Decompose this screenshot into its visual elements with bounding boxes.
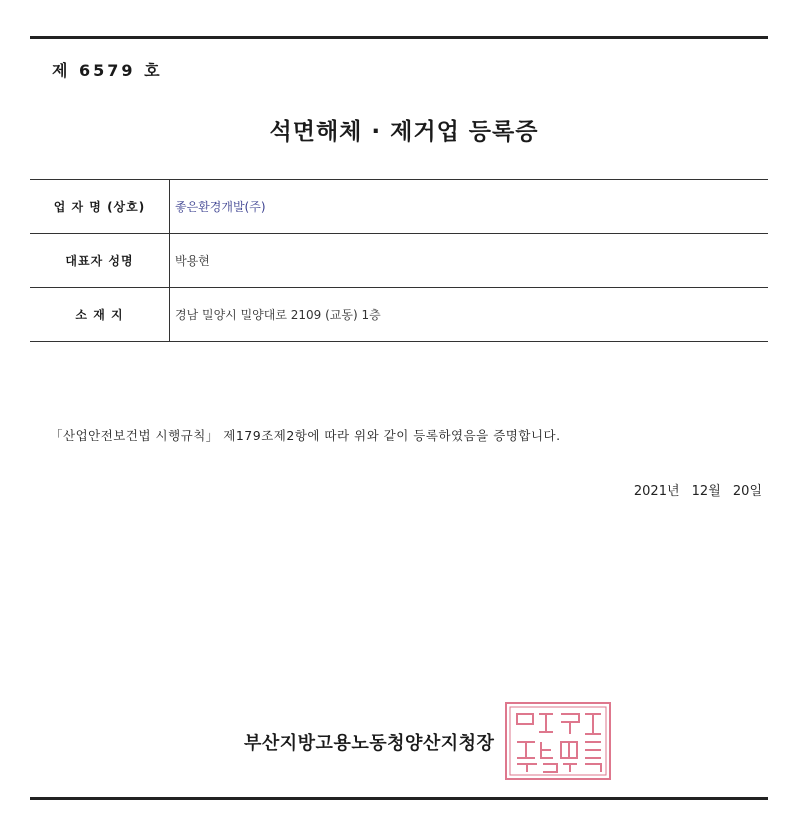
address-value: 경남 밀양시 밀양대로 2109 (교동) 1층	[175, 308, 381, 322]
certification-statement: 「산업안전보건법 시행규칙」 제179조제2항에 따라 위와 같이 등록하였음을 증명합니다.	[50, 428, 561, 443]
document-title: 석면해체 · 제거업 등록증	[269, 119, 539, 145]
top-rule	[30, 36, 768, 39]
bottom-rule	[30, 797, 768, 800]
company-name-value: 좋은환경개발(주)	[175, 200, 266, 214]
table-row-representative	[30, 234, 768, 288]
representative-label: 대표자 성명	[30, 234, 170, 287]
issuing-authority: 부산지방고용노동청양산지청장	[244, 733, 495, 754]
representative-value: 박용현	[175, 254, 210, 268]
address-label: 소 재 지	[30, 288, 170, 341]
table-row-address	[30, 288, 768, 342]
official-seal-stamp	[503, 700, 613, 782]
table-row-company	[30, 180, 768, 234]
issue-date: 2021년 12월 20일	[633, 484, 762, 499]
registration-info-table	[30, 179, 768, 342]
company-name-label: 업 자 명 (상호)	[30, 180, 170, 233]
document-number: 제 6579 호	[52, 61, 163, 80]
